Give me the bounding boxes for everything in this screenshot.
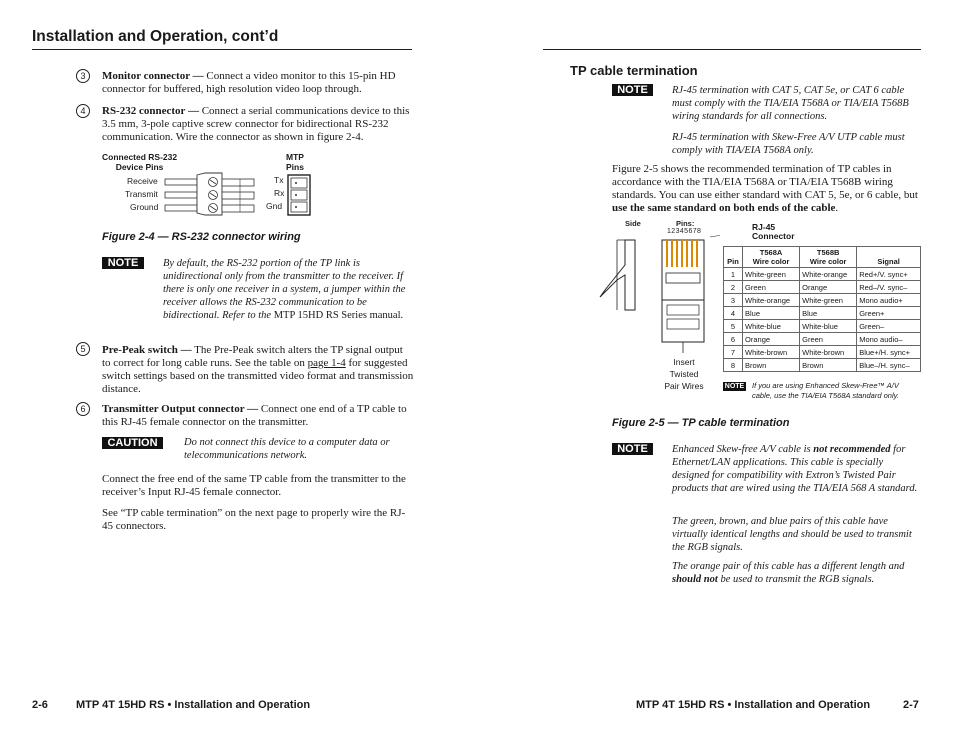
fig25-skew-free-note: If you are using Enhanced Skew-Free™ A/V cable, use the TIA/EIA T568A standard only. [752,381,899,400]
section-title: TP cable termination [570,63,698,78]
footer-text-left: MTP 4T 15HD RS • Installation and Operation [76,699,311,711]
fig25-side-label: Side [625,219,641,228]
monitor-connector-text: Monitor connector — Connect a video monitor to this 15-pin HD connector for buffered, high resolution video loop through. [102,70,396,95]
orange-pair-note: The orange pair of this cable has a different length and should not be used to transmit the RGB signals. [672,561,905,585]
fig24-caption: Figure 2-4 — RS-232 connector wiring [102,231,301,243]
fig24-gnd: Gnd [266,201,283,211]
fig24-rx: Rx [274,188,285,198]
col-t568a: T568A Wire color [743,247,800,268]
callout-6: 6 [76,402,90,416]
rj45-plug-diagram [595,235,720,355]
fig25-pin-numbers: 12345678 [667,228,702,235]
see-tp-termination-text: See “TP cable termination” on the next page to properly wire the RJ-45 connectors. [102,507,406,532]
title-rule [32,49,412,50]
callout-3: 3 [76,69,90,83]
fig25-pins-label: Pins: [676,219,695,228]
tp-wiring-table [723,246,921,372]
table-row: 4 Blue Blue Green+ [724,307,921,320]
callout-5: 5 [76,342,90,356]
table-row: 6 Orange Green Mono audio– [724,333,921,346]
table-header-row [724,247,921,268]
rgb-pairs-note: The green, brown, and blue pairs of this cable have virtually identical lengths and should be used to transmit the RGB signals. [672,516,912,553]
table-row: 2 Green Orange Red–/V. sync– [724,281,921,294]
note-badge-skew-free: NOTE [612,443,653,455]
caution-text: Do not connect this device to a computer data or telecommunications network. [184,437,390,461]
fig25-caption: Figure 2-5 — TP cable termination [612,417,790,429]
col-pin: Pin [724,247,743,268]
connect-free-end-text: Connect the free end of the same TP cable from the transmitter to the receiver’s Input RJ-45 female connector. [102,473,406,498]
transmitter-output-text: Transmitter Output connector — Connect one end of a TP cable to this RJ-45 female connector on the transmitter. [102,403,407,428]
table-row: 7 White-brown White-brown Blue+/H. sync+ [724,346,921,359]
page-title: Installation and Operation, cont’d [32,28,279,45]
fig24-mtp-label: MTP Pins [286,152,304,172]
note-rs232-default: By default, the RS-232 portion of the TP link is unidirectional only from the transmitter to the receiver. If there is only one receiver in a system, a jumper within the receiver allows the RS-232 communication to be bidirectional. Refer to the MTP 15HD RS Series manual. [163,258,406,321]
rj45-skew-free-note: RJ-45 termination with Skew-Free A/V UTP cable must comply with TIA/EIA T568A only. [672,132,905,156]
fig24-ground: Ground [130,202,159,212]
col-t568b: T568B Wire color [800,247,857,268]
fig24-device-label: Connected RS-232 Device Pins [102,152,178,172]
caution-badge: CAUTION [102,437,163,449]
footer-page-left: 2-6 [32,699,48,711]
fig24-transmit: Transmit [125,189,158,199]
page-1-4-link[interactable]: page 1-4 [307,357,346,369]
footer-page-right: 2-7 [903,699,919,711]
pre-peak-text: Pre-Peak switch — The Pre-Peak switch alters the TP signal output to correct for long cable runs. See the table on page 1-4 for suggested switch settings based on the transmitted video format and transmission distance. [102,344,414,395]
table-row: 3 White-orange White-green Mono audio+ [724,294,921,307]
footer-text-right: MTP 4T 15HD RS • Installation and Operation [636,699,871,711]
figure-2-5-description: Figure 2-5 shows the recommended termination of TP cables in accordance with the TIA/EIA T568A or TIA/EIA T568B wiring standards. You can use either standard with CAT 5, 5e, or 6 cable, but use the same standard on both ends of the cable. [612,163,918,214]
fig25-insert-label: Insert Twisted Pair Wires [664,357,704,391]
rs232-connector-diagram [160,170,315,218]
fig24-receive: Receive [127,176,158,186]
note-badge-right: NOTE [612,84,653,96]
rj45-cat-note: RJ-45 termination with CAT 5, CAT 5e, or CAT 6 cable must comply with the TIA/EIA T568A or TIA/EIA T568B wiring standards for all connections. [672,85,909,122]
skew-free-not-recommended-note: Enhanced Skew-free A/V cable is not recommended for Ethernet/LAN applications. This cable is specially designed for compatibility with Extron’s Twisted Pair products that are wired using the TIA/EIA 568 A standard. [672,444,918,494]
fig25-rj45-label: RJ-45 Connector [752,222,795,241]
rs232-connector-text: RS-232 connector — Connect a serial communications device to this 3.5 mm, 3-pole captive screw connector for bidirectional RS-232 communication. Wire the connector as shown in figure 2-4. [102,105,410,143]
right-top-rule [543,49,921,50]
table-row: 5 White-blue White-blue Green– [724,320,921,333]
note-badge: NOTE [102,257,144,269]
col-signal: Signal [857,247,921,268]
fig25-note-badge: NOTE [724,383,745,390]
table-row: 1 White-green White-orange Red+/V. sync+ [724,268,921,281]
fig24-tx: Tx [274,175,284,185]
table-row: 8 Brown Brown Blue–/H. sync– [724,359,921,372]
callout-4: 4 [76,104,90,118]
